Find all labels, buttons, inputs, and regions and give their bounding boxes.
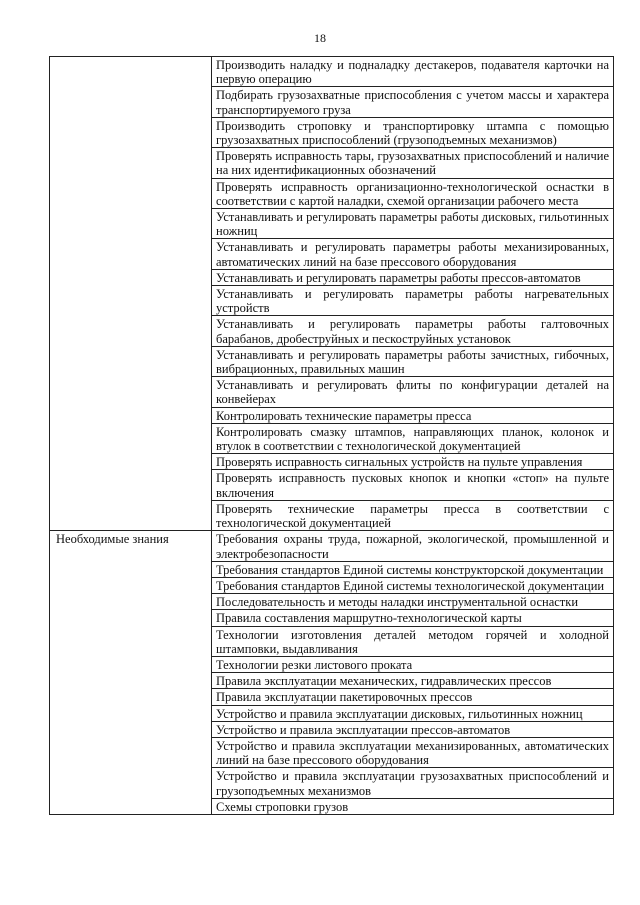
section-row — [50, 57, 614, 531]
section-items — [212, 57, 614, 531]
list-item: Проверять исправность пусковых кнопок и кнопки «стоп» на пульте включения — [212, 469, 613, 499]
requirements-table — [49, 56, 614, 815]
list-item: Устанавливать и регулировать параметры работы нагревательных устройств — [212, 285, 613, 315]
list-item: Технологии резки листового проката — [212, 656, 613, 672]
list-item: Производить строповку и транспортировку штампа с помощью грузозахватных приспособлений (грузоподъемных механизмов) — [212, 117, 613, 147]
list-item: Технологии изготовления деталей методом горячей и холодной штамповки, выдавливания — [212, 626, 613, 656]
list-item: Устройство и правила эксплуатации грузозахватных приспособлений и грузоподъемных механизмов — [212, 767, 613, 797]
list-item: Правила эксплуатации пакетировочных прессов — [212, 688, 613, 704]
list-item: Проверять технические параметры пресса в соответствии с технологической документацией — [212, 500, 613, 530]
section-label: Необходимые знания — [50, 531, 212, 815]
list-item: Контролировать смазку штампов, направляющих планок, колонок и втулок в соответствии с технологической документацией — [212, 423, 613, 453]
list-item: Устройство и правила эксплуатации прессов-автоматов — [212, 721, 613, 737]
list-item: Устанавливать и регулировать параметры работы механизированных, автоматических линий на базе прессового оборудования — [212, 238, 613, 268]
list-item: Правила составления маршрутно-технологической карты — [212, 609, 613, 625]
list-item: Проверять исправность организационно-технологической оснастки в соответствии с картой наладки, схемой организации рабочего места — [212, 178, 613, 208]
list-item: Контролировать технические параметры пресса — [212, 407, 613, 423]
list-item: Устанавливать и регулировать параметры работы зачистных, гибочных, вибрационных, правильных машин — [212, 346, 613, 376]
list-item: Схемы строповки грузов — [212, 798, 613, 814]
list-item: Устанавливать и регулировать параметры работы галтовочных барабанов, дробеструйных и пескоструйных установок — [212, 315, 613, 345]
list-item: Устройство и правила эксплуатации дисковых, гильотинных ножниц — [212, 705, 613, 721]
list-item: Требования охраны труда, пожарной, экологической, промышленной и электробезопасности — [216, 532, 609, 561]
list-item: Требования стандартов Единой системы технологической документации — [212, 577, 613, 593]
list-item: Производить наладку и подналадку дестакеров, подавателя карточки на первую операцию — [216, 58, 609, 87]
list-item: Устанавливать и регулировать флиты по конфигурации деталей на конвейерах — [212, 376, 613, 406]
section-label — [50, 57, 212, 531]
list-item: Подбирать грузозахватные приспособления с учетом массы и характера транспортируемого груза — [212, 86, 613, 116]
list-item: Требования стандартов Единой системы конструкторской документации — [212, 561, 613, 577]
list-item: Проверять исправность тары, грузозахватных приспособлений и наличие на них идентификационных обозначений — [212, 147, 613, 177]
page-number: 18 — [314, 31, 326, 45]
section-items — [212, 531, 614, 815]
list-item: Устанавливать и регулировать параметры работы прессов-автоматов — [212, 269, 613, 285]
list-item: Устройство и правила эксплуатации механизированных, автоматических линий на базе прессового оборудования — [212, 737, 613, 767]
section-row — [50, 531, 614, 815]
list-item: Правила эксплуатации механических, гидравлических прессов — [212, 672, 613, 688]
list-item: Проверять исправность сигнальных устройств на пульте управления — [212, 453, 613, 469]
list-item: Последовательность и методы наладки инструментальной оснастки — [212, 593, 613, 609]
list-item: Устанавливать и регулировать параметры работы дисковых, гильотинных ножниц — [212, 208, 613, 238]
table-body — [50, 57, 614, 815]
